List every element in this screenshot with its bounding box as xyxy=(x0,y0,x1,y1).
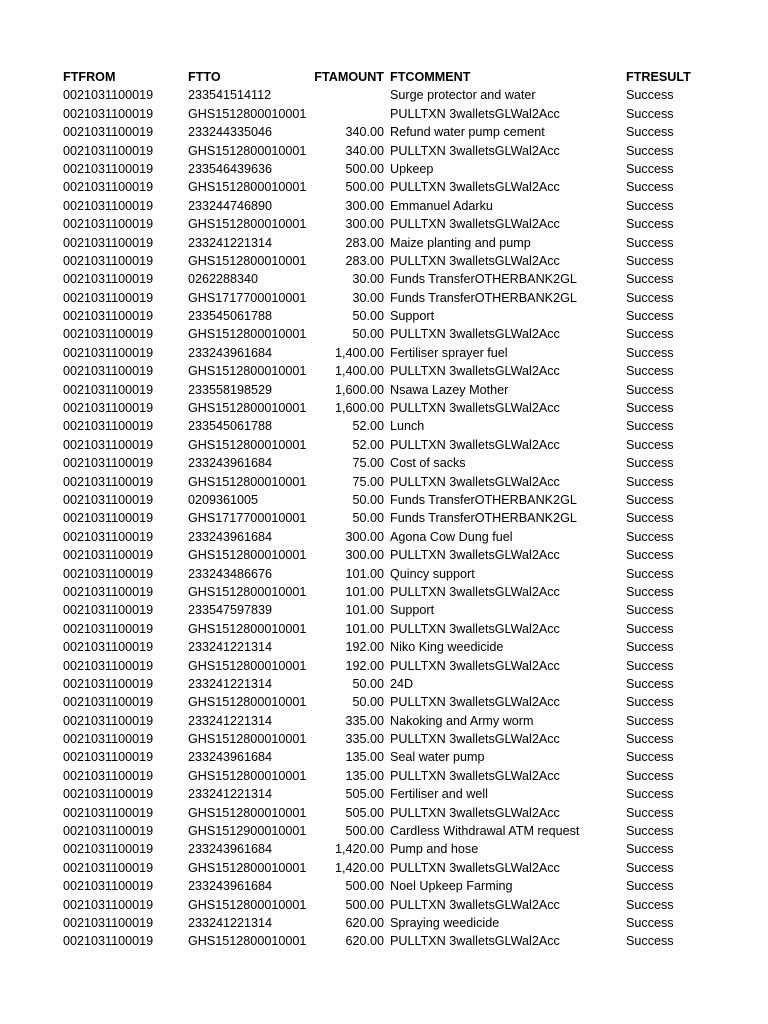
table-row xyxy=(0,620,768,638)
table-header-row xyxy=(0,68,768,86)
cell-ftfrom: 0021031100019 xyxy=(63,88,154,103)
cell-ftresult: Success xyxy=(626,548,674,563)
cell-ftamount: 620.00 xyxy=(345,934,384,949)
cell-ftamount: 500.00 xyxy=(345,897,384,912)
cell-ftresult: Success xyxy=(626,88,674,103)
cell-ftfrom: 0021031100019 xyxy=(63,787,154,802)
table-row xyxy=(0,565,768,583)
cell-ftcomment: PULLTXN 3walletsGLWal2Acc xyxy=(390,548,560,563)
cell-ftto: 233241221314 xyxy=(188,676,273,691)
cell-ftfrom: 0021031100019 xyxy=(63,566,154,581)
cell-ftamount: 1,400.00 xyxy=(334,364,384,379)
cell-ftresult: Success xyxy=(626,805,674,820)
cell-ftamount: 300.00 xyxy=(345,198,384,213)
cell-ftcomment: PULLTXN 3walletsGLWal2Acc xyxy=(390,143,560,158)
cell-ftfrom: 0021031100019 xyxy=(63,676,154,691)
cell-ftto: 233243961684 xyxy=(188,879,273,894)
table-row xyxy=(0,491,768,509)
cell-ftfrom: 0021031100019 xyxy=(63,842,154,857)
cell-ftamount: 500.00 xyxy=(345,180,384,195)
cell-ftresult: Success xyxy=(626,695,674,710)
cell-ftresult: Success xyxy=(626,364,674,379)
table-row xyxy=(0,105,768,123)
cell-ftamount: 1,420.00 xyxy=(334,860,384,875)
cell-ftto: GHS1512800010001 xyxy=(188,658,307,673)
cell-ftto: GHS1717700010001 xyxy=(188,290,307,305)
cell-ftamount: 1,600.00 xyxy=(334,401,384,416)
cell-ftamount: 300.00 xyxy=(345,548,384,563)
header-ftamount: FTAMOUNT xyxy=(314,70,384,84)
cell-ftcomment: PULLTXN 3walletsGLWal2Acc xyxy=(390,897,560,912)
cell-ftamount: 101.00 xyxy=(345,603,384,618)
cell-ftto: GHS1512900010001 xyxy=(188,824,307,839)
cell-ftresult: Success xyxy=(626,879,674,894)
cell-ftto: GHS1512800010001 xyxy=(188,437,307,452)
cell-ftresult: Success xyxy=(626,327,674,342)
cell-ftfrom: 0021031100019 xyxy=(63,382,154,397)
cell-ftamount: 1,600.00 xyxy=(334,382,384,397)
cell-ftfrom: 0021031100019 xyxy=(63,640,154,655)
cell-ftfrom: 0021031100019 xyxy=(63,419,154,434)
cell-ftamount: 335.00 xyxy=(345,713,384,728)
cell-ftresult: Success xyxy=(626,584,674,599)
cell-ftamount: 283.00 xyxy=(345,235,384,250)
cell-ftresult: Success xyxy=(626,309,674,324)
cell-ftcomment: Spraying weedicide xyxy=(390,915,500,930)
table-row xyxy=(0,252,768,270)
cell-ftfrom: 0021031100019 xyxy=(63,198,154,213)
table-row xyxy=(0,822,768,840)
table-row xyxy=(0,583,768,601)
cell-ftresult: Success xyxy=(626,161,674,176)
cell-ftcomment: PULLTXN 3walletsGLWal2Acc xyxy=(390,658,560,673)
table-row xyxy=(0,638,768,656)
cell-ftamount: 50.00 xyxy=(352,327,384,342)
cell-ftto: 233241221314 xyxy=(188,640,273,655)
header-ftfrom: FTFROM xyxy=(63,70,116,84)
cell-ftto: 233558198529 xyxy=(188,382,273,397)
cell-ftfrom: 0021031100019 xyxy=(63,897,154,912)
cell-ftresult: Success xyxy=(626,235,674,250)
table-row xyxy=(0,197,768,215)
cell-ftto: 233243486676 xyxy=(188,566,273,581)
cell-ftcomment: Cardless Withdrawal ATM request xyxy=(390,824,580,839)
cell-ftamount: 50.00 xyxy=(352,309,384,324)
cell-ftto: GHS1512800010001 xyxy=(188,860,307,875)
table-row xyxy=(0,693,768,711)
cell-ftcomment: Emmanuel Adarku xyxy=(390,198,493,213)
cell-ftcomment: PULLTXN 3walletsGLWal2Acc xyxy=(390,621,560,636)
cell-ftfrom: 0021031100019 xyxy=(63,824,154,839)
table-row xyxy=(0,785,768,803)
cell-ftcomment: PULLTXN 3walletsGLWal2Acc xyxy=(390,106,560,121)
cell-ftfrom: 0021031100019 xyxy=(63,805,154,820)
cell-ftfrom: 0021031100019 xyxy=(63,750,154,765)
cell-ftfrom: 0021031100019 xyxy=(63,732,154,747)
cell-ftresult: Success xyxy=(626,768,674,783)
cell-ftamount: 340.00 xyxy=(345,143,384,158)
cell-ftcomment: Fertiliser sprayer fuel xyxy=(390,345,508,360)
cell-ftcomment: PULLTXN 3walletsGLWal2Acc xyxy=(390,437,560,452)
cell-ftamount: 50.00 xyxy=(352,511,384,526)
cell-ftfrom: 0021031100019 xyxy=(63,934,154,949)
table-row xyxy=(0,601,768,619)
cell-ftcomment: Maize planting and pump xyxy=(390,235,531,250)
header-ftresult: FTRESULT xyxy=(626,70,691,84)
cell-ftto: 233241221314 xyxy=(188,713,273,728)
cell-ftresult: Success xyxy=(626,290,674,305)
cell-ftresult: Success xyxy=(626,492,674,507)
cell-ftto: GHS1512800010001 xyxy=(188,253,307,268)
cell-ftamount: 300.00 xyxy=(345,217,384,232)
table-row xyxy=(0,877,768,895)
cell-ftcomment: Funds TransferOTHERBANK2GL xyxy=(390,272,577,287)
cell-ftfrom: 0021031100019 xyxy=(63,327,154,342)
table-row xyxy=(0,178,768,196)
cell-ftfrom: 0021031100019 xyxy=(63,437,154,452)
cell-ftto: GHS1512800010001 xyxy=(188,621,307,636)
cell-ftfrom: 0021031100019 xyxy=(63,492,154,507)
table-row xyxy=(0,730,768,748)
cell-ftresult: Success xyxy=(626,750,674,765)
cell-ftfrom: 0021031100019 xyxy=(63,364,154,379)
table-row xyxy=(0,767,768,785)
table-row xyxy=(0,712,768,730)
cell-ftcomment: PULLTXN 3walletsGLWal2Acc xyxy=(390,768,560,783)
cell-ftresult: Success xyxy=(626,676,674,691)
cell-ftfrom: 0021031100019 xyxy=(63,584,154,599)
cell-ftresult: Success xyxy=(626,713,674,728)
cell-ftto: GHS1512800010001 xyxy=(188,364,307,379)
cell-ftfrom: 0021031100019 xyxy=(63,879,154,894)
table-row xyxy=(0,804,768,822)
table-row xyxy=(0,675,768,693)
cell-ftcomment: Quincy support xyxy=(390,566,475,581)
table-row xyxy=(0,270,768,288)
cell-ftamount: 52.00 xyxy=(352,419,384,434)
table-row xyxy=(0,454,768,472)
table-row xyxy=(0,417,768,435)
cell-ftresult: Success xyxy=(626,732,674,747)
cell-ftto: GHS1512800010001 xyxy=(188,934,307,949)
cell-ftfrom: 0021031100019 xyxy=(63,253,154,268)
cell-ftto: GHS1512800010001 xyxy=(188,897,307,912)
cell-ftto: 233243961684 xyxy=(188,529,273,544)
cell-ftresult: Success xyxy=(626,382,674,397)
cell-ftamount: 101.00 xyxy=(345,621,384,636)
cell-ftto: 0209361005 xyxy=(188,492,259,507)
cell-ftfrom: 0021031100019 xyxy=(63,309,154,324)
cell-ftto: GHS1512800010001 xyxy=(188,584,307,599)
cell-ftfrom: 0021031100019 xyxy=(63,217,154,232)
cell-ftto: GHS1512800010001 xyxy=(188,180,307,195)
table-row xyxy=(0,473,768,491)
cell-ftamount: 30.00 xyxy=(352,272,384,287)
cell-ftfrom: 0021031100019 xyxy=(63,125,154,140)
cell-ftresult: Success xyxy=(626,272,674,287)
cell-ftto: 233243961684 xyxy=(188,345,273,360)
cell-ftamount: 135.00 xyxy=(345,750,384,765)
cell-ftcomment: Funds TransferOTHERBANK2GL xyxy=(390,290,577,305)
cell-ftto: 0262288340 xyxy=(188,272,259,287)
table-row xyxy=(0,657,768,675)
cell-ftfrom: 0021031100019 xyxy=(63,474,154,489)
cell-ftamount: 283.00 xyxy=(345,253,384,268)
cell-ftcomment: PULLTXN 3walletsGLWal2Acc xyxy=(390,584,560,599)
cell-ftresult: Success xyxy=(626,198,674,213)
cell-ftresult: Success xyxy=(626,787,674,802)
table-row xyxy=(0,914,768,932)
cell-ftcomment: PULLTXN 3walletsGLWal2Acc xyxy=(390,934,560,949)
cell-ftto: GHS1512800010001 xyxy=(188,217,307,232)
cell-ftamount: 1,420.00 xyxy=(334,842,384,857)
cell-ftamount: 505.00 xyxy=(345,805,384,820)
cell-ftresult: Success xyxy=(626,915,674,930)
cell-ftfrom: 0021031100019 xyxy=(63,695,154,710)
table-row xyxy=(0,142,768,160)
cell-ftamount: 500.00 xyxy=(345,879,384,894)
cell-ftto: 233243961684 xyxy=(188,456,273,471)
cell-ftcomment: Nsawa Lazey Mother xyxy=(390,382,509,397)
table-row xyxy=(0,932,768,950)
cell-ftamount: 52.00 xyxy=(352,437,384,452)
table-row xyxy=(0,307,768,325)
cell-ftcomment: PULLTXN 3walletsGLWal2Acc xyxy=(390,695,560,710)
cell-ftresult: Success xyxy=(626,658,674,673)
cell-ftamount: 101.00 xyxy=(345,584,384,599)
table-row xyxy=(0,399,768,417)
cell-ftto: GHS1512800010001 xyxy=(188,401,307,416)
cell-ftto: 233243961684 xyxy=(188,750,273,765)
cell-ftcomment: Support xyxy=(390,309,435,324)
transactions-table xyxy=(0,68,768,951)
cell-ftfrom: 0021031100019 xyxy=(63,658,154,673)
cell-ftfrom: 0021031100019 xyxy=(63,290,154,305)
cell-ftcomment: PULLTXN 3walletsGLWal2Acc xyxy=(390,860,560,875)
cell-ftto: GHS1512800010001 xyxy=(188,695,307,710)
cell-ftcomment: Noel Upkeep Farming xyxy=(390,879,513,894)
cell-ftamount: 192.00 xyxy=(345,658,384,673)
cell-ftcomment: Agona Cow Dung fuel xyxy=(390,529,513,544)
cell-ftresult: Success xyxy=(626,824,674,839)
cell-ftcomment: PULLTXN 3walletsGLWal2Acc xyxy=(390,217,560,232)
cell-ftto: 233545061788 xyxy=(188,419,273,434)
cell-ftresult: Success xyxy=(626,253,674,268)
table-row xyxy=(0,859,768,877)
cell-ftfrom: 0021031100019 xyxy=(63,511,154,526)
cell-ftamount: 505.00 xyxy=(345,787,384,802)
cell-ftfrom: 0021031100019 xyxy=(63,235,154,250)
cell-ftcomment: PULLTXN 3walletsGLWal2Acc xyxy=(390,180,560,195)
cell-ftamount: 50.00 xyxy=(352,676,384,691)
table-row xyxy=(0,546,768,564)
table-row xyxy=(0,215,768,233)
cell-ftto: 233545061788 xyxy=(188,309,273,324)
cell-ftresult: Success xyxy=(626,603,674,618)
cell-ftto: GHS1512800010001 xyxy=(188,548,307,563)
cell-ftresult: Success xyxy=(626,401,674,416)
table-row xyxy=(0,896,768,914)
table-row xyxy=(0,381,768,399)
table-row xyxy=(0,509,768,527)
cell-ftamount: 75.00 xyxy=(352,474,384,489)
cell-ftcomment: Funds TransferOTHERBANK2GL xyxy=(390,492,577,507)
table-row xyxy=(0,840,768,858)
cell-ftamount: 340.00 xyxy=(345,125,384,140)
cell-ftamount: 75.00 xyxy=(352,456,384,471)
cell-ftresult: Success xyxy=(626,511,674,526)
cell-ftcomment: Nakoking and Army worm xyxy=(390,713,534,728)
table-row xyxy=(0,86,768,104)
cell-ftfrom: 0021031100019 xyxy=(63,106,154,121)
cell-ftamount: 1,400.00 xyxy=(334,345,384,360)
cell-ftresult: Success xyxy=(626,566,674,581)
header-ftcomment: FTCOMMENT xyxy=(390,70,471,84)
cell-ftcomment: Support xyxy=(390,603,435,618)
cell-ftcomment: Refund water pump cement xyxy=(390,125,545,140)
cell-ftresult: Success xyxy=(626,143,674,158)
cell-ftamount: 101.00 xyxy=(345,566,384,581)
cell-ftamount: 500.00 xyxy=(345,161,384,176)
cell-ftto: 233244335046 xyxy=(188,125,273,140)
cell-ftcomment: PULLTXN 3walletsGLWal2Acc xyxy=(390,474,560,489)
table-row xyxy=(0,528,768,546)
cell-ftfrom: 0021031100019 xyxy=(63,401,154,416)
cell-ftamount: 135.00 xyxy=(345,768,384,783)
cell-ftcomment: Upkeep xyxy=(390,161,434,176)
cell-ftcomment: Pump and hose xyxy=(390,842,479,857)
cell-ftresult: Success xyxy=(626,345,674,360)
cell-ftfrom: 0021031100019 xyxy=(63,713,154,728)
cell-ftcomment: PULLTXN 3walletsGLWal2Acc xyxy=(390,253,560,268)
cell-ftfrom: 0021031100019 xyxy=(63,345,154,360)
header-ftto: FTTO xyxy=(188,70,221,84)
table-row xyxy=(0,362,768,380)
cell-ftresult: Success xyxy=(626,529,674,544)
cell-ftamount: 50.00 xyxy=(352,492,384,507)
table-row xyxy=(0,289,768,307)
cell-ftamount: 50.00 xyxy=(352,695,384,710)
cell-ftto: 233546439636 xyxy=(188,161,273,176)
cell-ftresult: Success xyxy=(626,180,674,195)
cell-ftcomment: PULLTXN 3walletsGLWal2Acc xyxy=(390,732,560,747)
cell-ftto: 233547597839 xyxy=(188,603,273,618)
cell-ftresult: Success xyxy=(626,456,674,471)
cell-ftcomment: PULLTXN 3walletsGLWal2Acc xyxy=(390,364,560,379)
table-body xyxy=(0,86,768,950)
cell-ftresult: Success xyxy=(626,860,674,875)
cell-ftcomment: Niko King weedicide xyxy=(390,640,504,655)
cell-ftto: 233241221314 xyxy=(188,787,273,802)
cell-ftamount: 30.00 xyxy=(352,290,384,305)
cell-ftfrom: 0021031100019 xyxy=(63,529,154,544)
table-row xyxy=(0,234,768,252)
table-row xyxy=(0,436,768,454)
cell-ftresult: Success xyxy=(626,621,674,636)
cell-ftfrom: 0021031100019 xyxy=(63,548,154,563)
cell-ftfrom: 0021031100019 xyxy=(63,621,154,636)
cell-ftamount: 192.00 xyxy=(345,640,384,655)
cell-ftcomment: Surge protector and water xyxy=(390,88,536,103)
cell-ftto: GHS1512800010001 xyxy=(188,732,307,747)
cell-ftamount: 500.00 xyxy=(345,824,384,839)
cell-ftfrom: 0021031100019 xyxy=(63,180,154,195)
table-row xyxy=(0,344,768,362)
cell-ftfrom: 0021031100019 xyxy=(63,603,154,618)
cell-ftcomment: PULLTXN 3walletsGLWal2Acc xyxy=(390,327,560,342)
cell-ftresult: Success xyxy=(626,217,674,232)
cell-ftcomment: Funds TransferOTHERBANK2GL xyxy=(390,511,577,526)
cell-ftcomment: PULLTXN 3walletsGLWal2Acc xyxy=(390,401,560,416)
cell-ftto: 233241221314 xyxy=(188,235,273,250)
cell-ftamount: 335.00 xyxy=(345,732,384,747)
cell-ftfrom: 0021031100019 xyxy=(63,161,154,176)
cell-ftto: 233541514112 xyxy=(188,88,272,103)
table-row xyxy=(0,748,768,766)
table-row xyxy=(0,123,768,141)
cell-ftto: GHS1512800010001 xyxy=(188,768,307,783)
cell-ftto: GHS1512800010001 xyxy=(188,474,307,489)
cell-ftto: GHS1512800010001 xyxy=(188,327,307,342)
cell-ftcomment: 24D xyxy=(390,676,414,691)
cell-ftfrom: 0021031100019 xyxy=(63,143,154,158)
cell-ftto: 233244746890 xyxy=(188,198,273,213)
cell-ftresult: Success xyxy=(626,474,674,489)
table-row xyxy=(0,325,768,343)
cell-ftresult: Success xyxy=(626,437,674,452)
cell-ftcomment: Lunch xyxy=(390,419,425,434)
cell-ftresult: Success xyxy=(626,897,674,912)
cell-ftcomment: Cost of sacks xyxy=(390,456,466,471)
cell-ftfrom: 0021031100019 xyxy=(63,456,154,471)
cell-ftto: 233241221314 xyxy=(188,915,273,930)
cell-ftto: GHS1512800010001 xyxy=(188,143,307,158)
cell-ftto: GHS1512800010001 xyxy=(188,805,307,820)
cell-ftcomment: Seal water pump xyxy=(390,750,485,765)
cell-ftfrom: 0021031100019 xyxy=(63,915,154,930)
cell-ftcomment: Fertiliser and well xyxy=(390,787,488,802)
cell-ftresult: Success xyxy=(626,106,674,121)
cell-ftfrom: 0021031100019 xyxy=(63,768,154,783)
cell-ftresult: Success xyxy=(626,842,674,857)
cell-ftto: GHS1512800010001 xyxy=(188,106,307,121)
cell-ftfrom: 0021031100019 xyxy=(63,272,154,287)
cell-ftresult: Success xyxy=(626,640,674,655)
cell-ftto: GHS1717700010001 xyxy=(188,511,307,526)
cell-ftresult: Success xyxy=(626,125,674,140)
cell-ftresult: Success xyxy=(626,934,674,949)
cell-ftresult: Success xyxy=(626,419,674,434)
cell-ftcomment: PULLTXN 3walletsGLWal2Acc xyxy=(390,805,560,820)
cell-ftamount: 300.00 xyxy=(345,529,384,544)
cell-ftto: 233243961684 xyxy=(188,842,273,857)
table-row xyxy=(0,160,768,178)
cell-ftamount: 620.00 xyxy=(345,915,384,930)
cell-ftfrom: 0021031100019 xyxy=(63,860,154,875)
